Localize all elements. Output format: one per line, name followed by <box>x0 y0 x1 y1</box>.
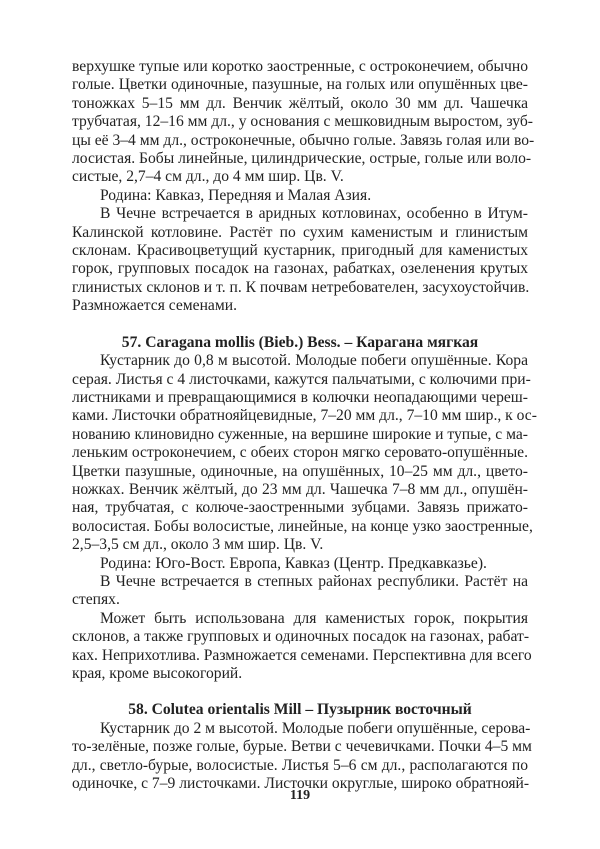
text-line: Размножается семенами. <box>72 297 237 315</box>
text-line: тоножках 5–15 мм дл. Венчик жёлтый, около 30 мм дл. Чашечка <box>72 94 528 112</box>
text-line: систые, 2,7–4 см дл., до 4 мм шир. Цв. V. <box>72 168 344 186</box>
text-line: В Чечне встречается в степных районах республики. Растёт на <box>100 572 528 590</box>
text-line: В Чечне встречается в аридных котловинах, особенно в Итум- <box>100 205 528 223</box>
text-line: Родина: Юго-Вост. Европа, Кавказ (Центр. Предкавказье). <box>100 554 487 572</box>
text-line: леньким остроконечием, с обеих сторон мягко серовато-опушённые. <box>72 444 528 462</box>
paragraph <box>72 187 528 205</box>
text-line: ножках. Венчик жёлтый, до 23 мм дл. Чашечка 7–8 мм дл., опушён- <box>72 480 528 498</box>
text-line: нованию клиновидно суженные, на вершине широкие и тупые, с ма- <box>72 425 528 443</box>
paragraph <box>72 205 528 315</box>
text-line: горок, групповых посадок на газонах, рабатках, озеленения крутых <box>72 260 528 278</box>
text-line: степях. <box>72 591 120 609</box>
paragraph <box>72 573 528 610</box>
text-line: склонов, а также групповых и одиночных посадок на газонах, рабат- <box>72 628 530 646</box>
text-line: Кустарник до 2 м высотой. Молодые побеги опушённые, серова- <box>100 719 531 737</box>
page-number: 119 <box>289 788 311 803</box>
text-line: ках. Неприхотлива. Размножается семенами. Перспективна для всего <box>72 646 532 664</box>
paragraph <box>72 58 535 187</box>
page-body <box>72 58 537 793</box>
paragraph <box>72 352 537 554</box>
text-line: верхушке тупые или коротко заостренные, с остроконечием, обычно <box>72 58 528 75</box>
text-line: Цветки пазушные, одиночные, на опушённых, 10–25 мм дл., цвето- <box>72 462 528 480</box>
text-line: Может быть использована для каменистых горок, покрытия <box>100 609 528 627</box>
text-line: серая. Листья с 4 листочками, кажутся пальчатыми, с колючими при- <box>72 370 531 388</box>
paragraph <box>72 719 532 794</box>
text-line: склонам. Красивоцветущий кустарник, пригодный для каменистых <box>72 242 528 260</box>
text-line: цы её 3–4 мм дл., остроконечные, обычно голые. Завязь голая или во- <box>72 131 535 149</box>
text-line: листниками и превращающимися в колючки неопадающими череш- <box>72 388 528 406</box>
text-line: ками. Листочки обратнояйцевидные, 7–20 мм дл., 7–10 мм шир., к ос- <box>72 407 537 425</box>
text-line: дл., светло-бурые, волосистые. Листья 5–6 см дл., располагаются по <box>72 756 528 774</box>
text-line: то-зелёные, позже голые, бурые. Ветви с чечевичками. Почки 4–5 мм <box>72 738 532 756</box>
species-heading: 57. Caragana mollis (Bieb.) Bess. – Карагана мягкая <box>121 333 479 351</box>
species-heading: 58. Colutea orientalis Mill – Пузырник восточный <box>128 701 472 719</box>
text-line: Родина: Кавказ, Передняя и Малая Азия. <box>100 186 372 204</box>
paragraph <box>72 609 532 684</box>
text-line: края, кроме высокогорий. <box>72 665 243 682</box>
text-line: волосистая. Бобы волосистые, линейные, на конце узко заостренные, <box>72 517 533 535</box>
text-line: глинистых склонов и т. п. К почвам нетребователен, засухоустойчив. <box>72 278 530 296</box>
paragraph <box>72 555 528 573</box>
text-line: Кустарник до 0,8 м высотой. Молодые побеги опушённые. Кора <box>100 352 528 370</box>
text-line: Калинской котловине. Растёт по сухим каменистым и глинистым <box>72 223 528 241</box>
text-line: одиночке, с 7–9 листочками. Листочки округлые, широко обратнояй- <box>72 775 530 793</box>
text-line: голые. Цветки одиночные, пазушные, на голых или опушённых цве- <box>72 76 528 94</box>
text-line: трубчатая, 12–16 мм дл., у основания с мешковидным выростом, зуб- <box>72 113 533 131</box>
text-line: 2,5–3,5 см дл., около 3 мм шир. Цв. V. <box>72 536 324 554</box>
text-line: лосистая. Бобы линейные, цилиндрические, острые, голые или воло- <box>72 150 532 168</box>
text-line: ная, трубчатая, с колюче-заостренными зубцами. Завязь прижато- <box>72 499 528 517</box>
